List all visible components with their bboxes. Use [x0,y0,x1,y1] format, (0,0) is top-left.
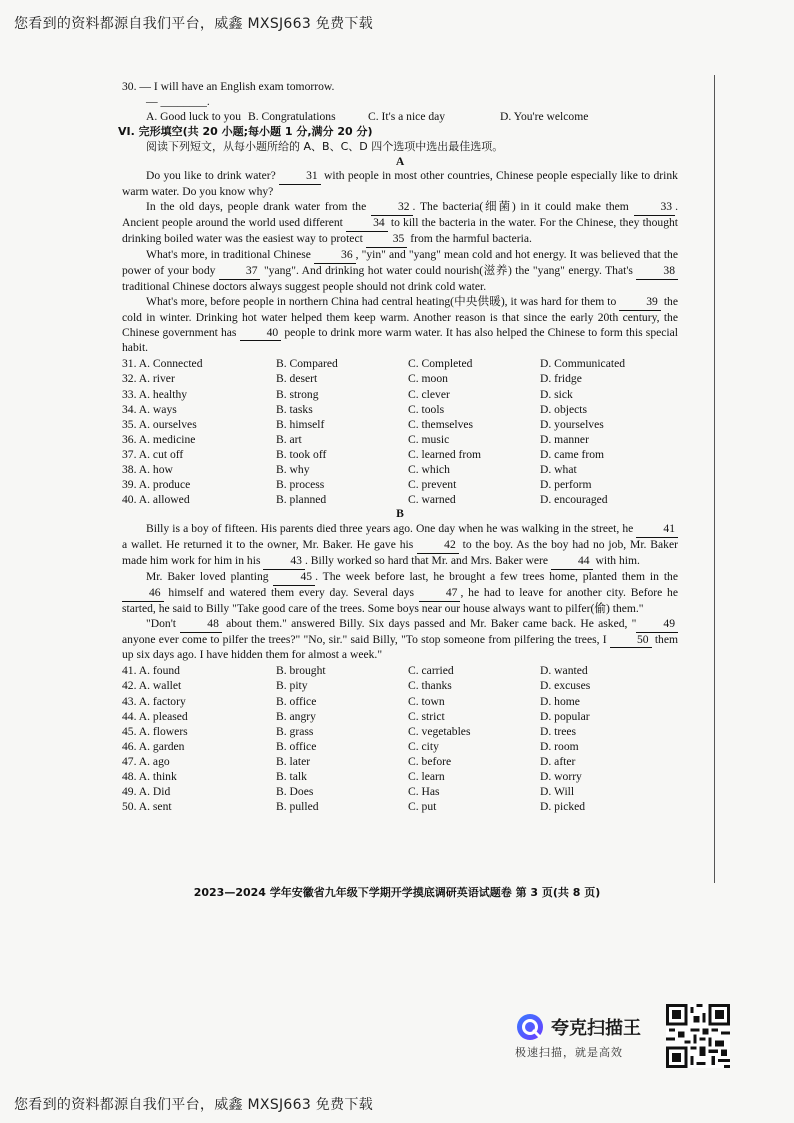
blank-36: 36 [314,248,356,264]
passage-a-paragraph-2: In the old days, people drank water from the 32 . The bacteria(细菌) in it could make them 33 . Ancient people around the world used different 34 to kill the bacteria in the water. For the Chinese, they thought drinking boiled water was the easiest way to protect 35 from the harmful bacteria. [122,200,678,248]
option-row-47: 47. A. ago B. later C. before D. after [122,754,576,768]
scanner-app-name: 夸克扫描王 [551,1018,641,1039]
blank-39: 39 [619,295,661,311]
quark-logo-icon [515,1012,545,1042]
option-row-45: 45. A. flowers B. grass C. vegetables D. trees [122,724,577,738]
blank-41: 41 [636,522,678,538]
q30-option-c: C. It's a nice day [368,109,446,123]
option-row-48: 48. A. think B. talk C. learn D. worry [122,769,582,783]
option-row-38: 38. A. how B. why C. which D. what [122,462,577,476]
blank-44: 44 [551,554,593,570]
blank-42: 42 [417,538,459,554]
margin-rule [714,75,715,883]
option-row-46: 46. A. garden B. office C. city D. room [122,739,579,753]
section-heading: VI. 完形填空(共 20 小题;每小题 1 分,满分 20 分) [118,124,373,138]
q30-option-a: A. Good luck to you [146,109,241,123]
option-row-50: 50. A. sent B. pulled C. put D. picked [122,800,586,814]
blank-50: 50 [610,633,652,649]
blank-48: 48 [180,617,222,633]
passage-b-paragraph-1: Billy is a boy of fifteen. His parents died three years ago. One day when he was walking in the street, he 41 a wallet. He returned it to the owner, Mr. Baker. He gave his 42 to the boy. As the boy had no job, Mr. Baker made him work for him in his 43 . Billy worked so hard that Mr. and Mrs. Baker were 44 with him. [122,522,678,570]
exam-page [118,80,679,814]
blank-40: 40 [240,326,282,342]
blank-45: 45 [273,570,315,586]
blank-35: 35 [366,232,408,248]
bottom-watermark-banner: 您看到的资料都源自我们平台，威鑫 MXSJ663 免费下载 [14,1097,374,1113]
passage-b-options [122,663,678,814]
blank-31: 31 [279,169,321,185]
blank-33: 33 [634,200,676,216]
blank-47: 47 [419,586,461,602]
passage-b-paragraph-3: "Don't 48 about them." answered Billy. Six days passed and Mr. Baker came back. He asked, " 49 anyone ever come to pilfer the trees?" "No, sir." said Billy, "To stop someone from pilfering the trees, I 50 them up six days ago. I have hidden them for almost a week." [122,616,678,662]
blank-32: 32 [371,200,413,216]
option-row-34: 34. A. ways B. tasks C. tools D. objects [122,402,588,416]
passage-b-paragraph-2: Mr. Baker loved planting 45 . The week before last, he brought a few trees home, planted them in the 46 himself and watered them every day. Several days 47 , he had to leave for another city. Before he started, he said to Billy "Take good care of the trees. Some boys near our house always want to pilfer(偷) them." [122,569,679,615]
option-row-49: 49. A. Did B. Does C. Has D. Will [122,785,575,799]
passage-a-options [122,356,678,507]
passage-a-paragraph-3: What's more, in traditional Chinese 36 , "yin" and "yang" mean cold and hot energy. It was believed that the power of your body 37 "yang". And drinking hot water could nourish(滋养) the "yang" energy. That's 38 traditional Chinese doctors always suggest people should not drink cold water. [122,247,678,293]
section-instruction: 阅读下列短文，从每小题所给的 A、B、C、D 四个选项中选出最佳选项。 [146,139,504,153]
option-row-42: 42. A. wallet B. pity C. thanks D. excuses [122,679,591,693]
blank-38: 38 [636,264,678,280]
passage-a-paragraph-1: Do you like to drink water? 31 with people in most other countries, Chinese people especially like to drink warm water. Do you know why? [122,169,678,199]
top-watermark-banner: 您看到的资料都源自我们平台，威鑫 MXSJ663 免费下载 [14,16,374,32]
passage-a-paragraph-4: What's more, before people in northern China had central heating(中央供暖), it was hard for them to 39 the cold in winter. Drinking hot water helped them keep warm. Another reason is that since the early 20th century, the Chinese government has 40 people to drink more warm water. It has also helped the Chinese to form this special habit. [122,294,679,355]
page-footer: 2023—2024 学年安徽省九年级下学期开学摸底调研英语试题卷 第 3 页(共 8 页) [193,886,601,899]
q30-option-b: B. Congratulations [248,109,336,123]
q30-answer-line: — ________. [146,94,210,108]
passage-b-label: B [396,507,404,521]
blank-43: 43 [263,554,305,570]
q30-option-d: D. You're welcome [500,109,589,123]
option-row-37: 37. A. cut off B. took off C. learned from D. came from [122,447,605,461]
blank-34: 34 [346,216,388,232]
blank-46: 46 [122,586,164,602]
option-row-32: 32. A. river B. desert C. moon D. fridge [122,372,582,386]
qr-code-icon [666,1004,730,1068]
option-row-40: 40. A. allowed B. planned C. warned D. encouraged [122,493,608,507]
option-row-33: 33. A. healthy B. strong C. clever D. sick [122,387,573,401]
q30-stem: 30. — I will have an English exam tomorrow. [122,80,335,93]
passage-a-label: A [395,154,405,168]
option-row-43: 43. A. factory B. office C. town D. home [122,694,580,708]
blank-49: 49 [636,617,678,633]
blank-37: 37 [219,264,261,280]
option-row-31: 31. A. Connected B. Compared C. Completed D. Communicated [122,357,626,371]
option-row-44: 44. A. pleased B. angry C. strict D. popular [122,709,590,723]
scanner-slogan: 极速扫描，就是高效 [515,1046,623,1059]
scanner-logo [515,1006,665,1066]
option-row-41: 41. A. found B. brought C. carried D. wanted [122,664,588,678]
option-row-36: 36. A. medicine B. art C. music D. manner [122,432,589,446]
option-row-35: 35. A. ourselves B. himself C. themselves D. yourselves [122,417,604,431]
option-row-39: 39. A. produce B. process C. prevent D. perform [122,478,592,492]
q30-options [122,110,678,125]
